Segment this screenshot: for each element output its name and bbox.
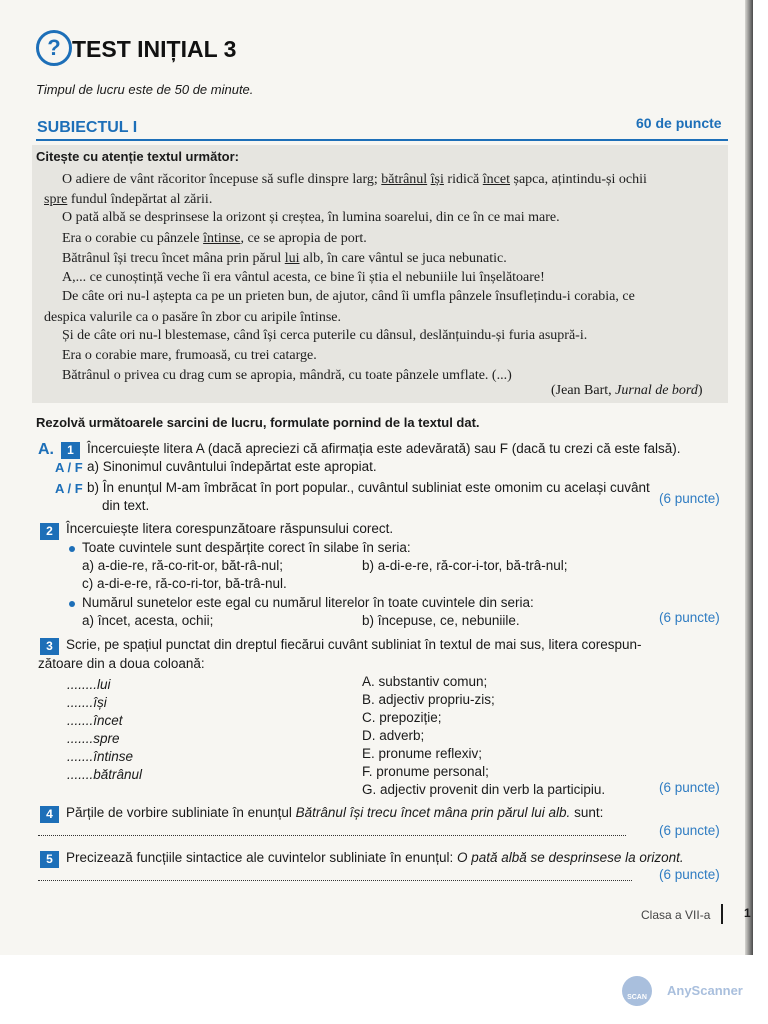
passage-line: De câte ori nu-l aștepta ca pe un prieten bun, de ajutor, când îi umfla pânzele însuflețindu-i corabia, ce [62,289,635,304]
scanner-logo-icon: SCAN [622,976,652,1006]
passage-source: (Jean Bart, Jurnal de bord) [551,383,703,398]
task4-answer-line[interactable] [38,835,626,836]
passage-line: O adiere de vânt răcoritor începuse să sufle dinspre larg; bătrânul își ridică încet șapca, ațintindu-și ochii [62,172,647,187]
task2-points: (6 puncte) [659,610,720,625]
task-number: 5 [40,851,59,868]
task5-prompt: Precizează funcțiile sintactice ale cuvintelor subliniate în enunțul: O pată albă se desprinsese la orizont. [66,850,684,865]
task5-answer-line[interactable] [38,880,632,881]
task1-points: (6 puncte) [659,491,720,506]
task4-points: (6 puncte) [659,823,720,838]
task-number: 1 [61,442,80,459]
match-left-item[interactable]: ........lui [67,677,111,692]
page-edge [745,0,753,955]
task3-points: (6 puncte) [659,780,720,795]
match-left-item[interactable]: .......spre [67,731,120,746]
task-number: 4 [40,806,59,823]
task1-item-b-cont: din text. [102,498,150,513]
task2-bullet2: Numărul sunetelor este egal cu numărul literelor în toate cuvintele din seria: [82,595,534,610]
match-left-item[interactable]: .......încet [67,713,123,728]
passage-line: Și de câte ori nu-l blestemase, când își cerca puterile cu dânsul, deslănțuindu-și furia asupră-i. [62,328,588,343]
subject-label: SUBIECTUL I [37,119,138,136]
task3-prompt-cont: zătoare din a doua coloană: [38,656,205,671]
task5-points: (6 puncte) [659,867,720,882]
passage-line: Era o corabie cu pânzele întinse, ce se apropia de port. [62,231,367,246]
task1-prompt: Încercuiește litera A (dacă apreciezi că afirmația este adevărată) sau F (dacă tu crezi că este falsă). [87,441,681,456]
true-false-choice[interactable]: A / F [55,460,83,475]
passage-line: Bătrânul o privea cu drag cum se apropia, mândră, cu toate pânzele umflate. (...) [62,368,512,383]
task2-option-c[interactable]: c) a-di-e-re, ră-co-ri-tor, bă-trâ-nul. [82,576,287,591]
task2-prompt: Încercuiește litera corespunzătoare răspunsului corect. [66,521,394,536]
bullet-icon [69,601,75,607]
passage-line: Era o corabie mare, frumoasă, cu trei catarge. [62,348,317,363]
passage-line: Bătrânul își trecu încet mâna prin părul lui alb, în care vântul se juca nebunatic. [62,251,507,266]
task2-option-a[interactable]: a) a-die-re, ră-co-rit-or, băt-râ-nul; [82,558,284,573]
task4-prompt: Părțile de vorbire subliniate în enunțul Bătrânul își trecu încet mâna prin părul lui alb. sunt: [66,805,604,820]
reading-instruction: Citește cu atenție textul următor: [36,149,239,164]
scanner-watermark: AnyScanner [667,983,743,998]
match-left-item[interactable]: .......bătrânul [67,767,143,782]
time-note: Timpul de lucru este de 50 de minute. [36,82,254,97]
page-number: 1 [744,906,751,920]
match-left-item[interactable]: .......întinse [67,749,134,764]
task2-bullet1: Toate cuvintele sunt despărțite corect în silabe în seria: [82,540,411,555]
match-right-item: E. pronume reflexiv; [362,746,483,761]
part-a-label: A. [38,441,54,458]
match-right-item: F. pronume personal; [362,764,489,779]
task-number: 2 [40,523,59,540]
match-right-item: B. adjectiv propriu-zis; [362,692,495,707]
match-right-item: G. adjectiv provenit din verb la participiu. [362,782,606,797]
match-right-item: D. adverb; [362,728,425,743]
subject-points: 60 de puncte [636,115,722,131]
match-right-item: C. prepoziție; [362,710,442,725]
bullet-icon [69,546,75,552]
class-label: Clasa a VII-a [641,908,711,922]
passage-line: A,... ce cunoștință veche îi era vântul acesta, ce bine îi știa el nebuniile lui înșelătoare! [62,270,545,285]
question-icon: ? [36,30,72,66]
passage-line: despica valurile ca o pasăre în zbor cu aripile întinse. [44,310,341,325]
page-title: TEST INIȚIAL 3 [72,36,237,62]
match-left-item[interactable]: .......își [67,695,107,710]
task-number: 3 [40,638,59,655]
task2-option2-b[interactable]: b) începuse, ce, nebuniile. [362,613,520,628]
task1-item-a: a) Sinonimul cuvântului îndepărtat este apropiat. [87,459,377,474]
task2-option-b[interactable]: b) a-di-e-re, ră-cor-i-tor, bă-trâ-nul; [362,558,568,573]
passage-line: O pată albă se desprinsese la orizont și creștea, în lumina soarelui, din ce în ce mai mare. [62,210,560,225]
true-false-choice[interactable]: A / F [55,481,83,496]
subject-rule [36,139,728,141]
tasks-heading: Rezolvă următoarele sarcini de lucru, formulate pornind de la textul dat. [36,415,480,430]
passage-line: spre fundul îndepărtat al zării. [44,192,213,207]
match-right-item: A. substantiv comun; [362,674,488,689]
task3-prompt: Scrie, pe spațiul punctat din dreptul fiecărui cuvânt subliniat în textul de mai sus, litera corespun- [66,637,642,652]
task1-item-b: b) În enunțul M-am îmbrăcat în port popular., cuvântul subliniat este omonim cu același cuvânt [87,480,650,495]
footer-divider [721,904,723,924]
task2-option2-a[interactable]: a) încet, acesta, ochii; [82,613,214,628]
